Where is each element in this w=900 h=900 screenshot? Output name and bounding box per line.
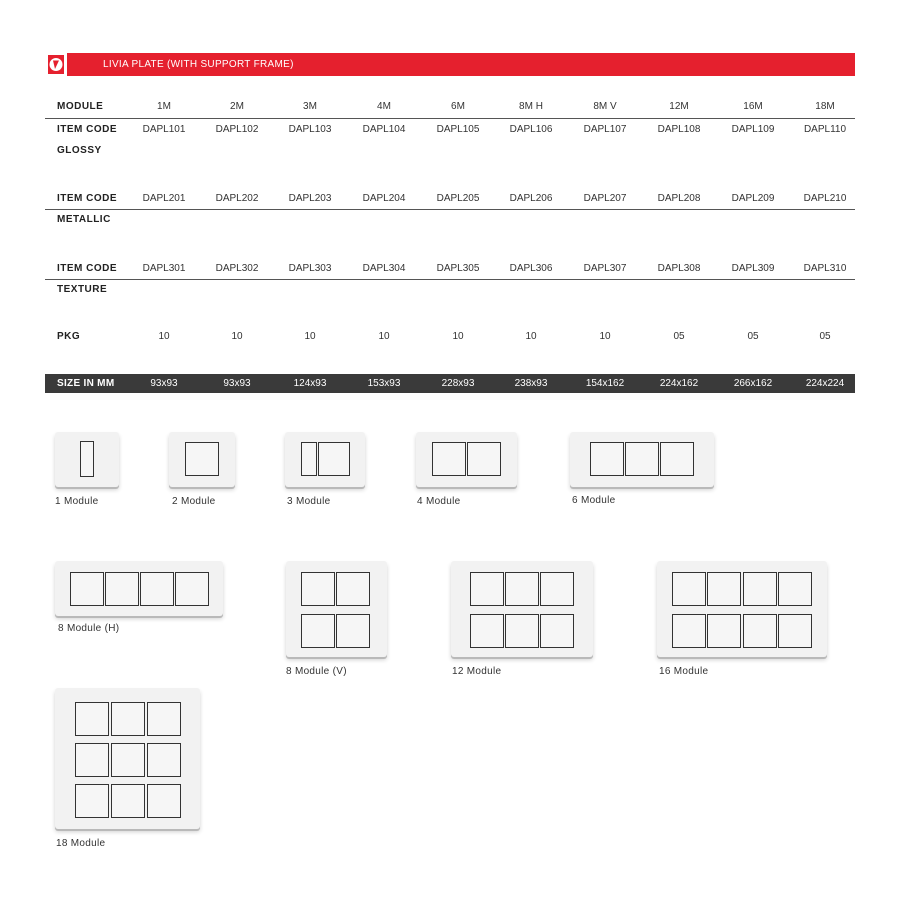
plate-label: 4 Module	[417, 496, 461, 507]
brand-logo-icon	[45, 53, 67, 76]
pkg-cell: 10	[231, 331, 243, 342]
switch-slot	[147, 784, 181, 818]
switch-slot	[105, 572, 139, 606]
module-label: MODULE	[57, 101, 104, 112]
switch-slot	[505, 614, 539, 648]
finish-row-texture	[45, 280, 855, 300]
item-code-cell: DAPL309	[731, 263, 775, 274]
switch-slot	[778, 614, 812, 648]
plate-3-module	[285, 432, 365, 487]
pkg-cell: 05	[747, 331, 759, 342]
switch-slot	[505, 572, 539, 606]
pkg-cell: 05	[673, 331, 685, 342]
switch-slot	[470, 572, 504, 606]
switch-slot	[707, 572, 741, 606]
finish-label: TEXTURE	[57, 284, 108, 295]
switch-slot	[432, 442, 466, 476]
item-code-row-glossy	[45, 120, 855, 140]
item-code-cell: DAPL103	[288, 124, 332, 135]
switch-slot	[147, 702, 181, 736]
switch-slot	[75, 743, 109, 777]
switch-slot	[111, 784, 145, 818]
spec-table	[45, 97, 855, 117]
size-cell: 238x93	[514, 378, 548, 389]
plate-label: 6 Module	[572, 495, 616, 506]
switch-slot	[301, 442, 317, 476]
switch-slot	[672, 572, 706, 606]
switch-slot	[301, 614, 335, 648]
plate-4-module	[416, 432, 517, 487]
switch-slot	[111, 743, 145, 777]
switch-slot	[111, 702, 145, 736]
module-cell: 4M	[377, 101, 391, 112]
switch-slot	[540, 572, 574, 606]
plate-16-module	[657, 561, 827, 657]
size-cell: 93x93	[150, 378, 178, 389]
switch-slot	[625, 442, 659, 476]
switch-slot	[467, 442, 501, 476]
item-code-cell: DAPL202	[215, 193, 259, 204]
switch-slot	[175, 572, 209, 606]
plate-8-module-v	[286, 561, 387, 657]
item-code-cell: DAPL203	[288, 193, 332, 204]
plate-label: 8 Module (H)	[58, 623, 120, 634]
size-cell: 93x93	[223, 378, 251, 389]
module-cell: 2M	[230, 101, 244, 112]
module-cell: 18M	[815, 101, 835, 112]
switch-slot	[743, 614, 777, 648]
item-code-cell: DAPL305	[436, 263, 480, 274]
pkg-row	[45, 327, 855, 347]
switch-slot	[707, 614, 741, 648]
size-cell: 266x162	[733, 378, 773, 389]
module-cell: 1M	[157, 101, 171, 112]
module-row	[45, 97, 855, 117]
item-code-label: ITEM CODE	[57, 124, 118, 135]
finish-label: METALLIC	[57, 214, 111, 225]
item-code-cell: DAPL207	[583, 193, 627, 204]
item-code-row-texture	[45, 259, 855, 279]
header-banner	[45, 53, 855, 76]
plate-1-module	[55, 432, 119, 487]
plate-label: 18 Module	[56, 838, 106, 849]
item-code-cell: DAPL304	[362, 263, 406, 274]
item-code-cell: DAPL104	[362, 124, 406, 135]
plate-6-module	[570, 432, 714, 487]
item-code-cell: DAPL204	[362, 193, 406, 204]
pkg-cell: 10	[378, 331, 390, 342]
item-code-cell: DAPL107	[583, 124, 627, 135]
switch-slot	[140, 572, 174, 606]
switch-slot	[743, 572, 777, 606]
plate-label: 12 Module	[452, 666, 502, 677]
pkg-cell: 05	[819, 331, 831, 342]
switch-slot	[80, 441, 94, 477]
item-code-cell: DAPL307	[583, 263, 627, 274]
size-cell: 224x162	[659, 378, 699, 389]
item-code-cell: DAPL105	[436, 124, 480, 135]
item-code-label: ITEM CODE	[57, 193, 118, 204]
pkg-cell: 10	[304, 331, 316, 342]
item-code-cell: DAPL302	[215, 263, 259, 274]
item-code-cell: DAPL303	[288, 263, 332, 274]
item-code-row-metallic	[45, 189, 855, 209]
switch-slot	[75, 784, 109, 818]
switch-slot	[185, 442, 219, 476]
size-cell: 153x93	[367, 378, 401, 389]
plate-label: 1 Module	[55, 496, 99, 507]
plate-label: 3 Module	[287, 496, 331, 507]
switch-slot	[672, 614, 706, 648]
module-cell: 6M	[451, 101, 465, 112]
item-code-cell: DAPL109	[731, 124, 775, 135]
item-code-cell: DAPL306	[509, 263, 553, 274]
plate-12-module	[451, 561, 593, 657]
module-cell: 3M	[303, 101, 317, 112]
item-code-cell: DAPL301	[142, 263, 186, 274]
switch-slot	[660, 442, 694, 476]
finish-row-metallic	[45, 210, 855, 230]
switch-slot	[301, 572, 335, 606]
pkg-label: PKG	[57, 331, 81, 342]
size-cell: 124x93	[293, 378, 327, 389]
page-title: LIVIA PLATE (WITH SUPPORT FRAME)	[103, 59, 294, 70]
size-cell: 228x93	[441, 378, 475, 389]
module-cell: 12M	[669, 101, 689, 112]
item-code-cell: DAPL201	[142, 193, 186, 204]
plate-2-module	[169, 432, 235, 487]
item-code-cell: DAPL106	[509, 124, 553, 135]
switch-slot	[75, 702, 109, 736]
plate-label: 8 Module (V)	[286, 666, 347, 677]
plate-label: 2 Module	[172, 496, 216, 507]
pkg-cell: 10	[158, 331, 170, 342]
plate-label: 16 Module	[659, 666, 709, 677]
plate-18-module	[55, 688, 200, 829]
divider	[45, 118, 855, 119]
size-cell: 224x224	[805, 378, 845, 389]
switch-slot	[336, 614, 370, 648]
plate-8-module-h	[55, 561, 223, 616]
item-code-cell: DAPL102	[215, 124, 259, 135]
item-code-cell: DAPL108	[657, 124, 701, 135]
finish-label: GLOSSY	[57, 145, 102, 156]
size-label: SIZE IN MM	[57, 378, 115, 389]
size-row	[45, 374, 855, 393]
item-code-cell: DAPL101	[142, 124, 186, 135]
item-code-cell: DAPL208	[657, 193, 701, 204]
switch-slot	[318, 442, 350, 476]
item-code-cell: DAPL308	[657, 263, 701, 274]
item-code-cell: DAPL110	[803, 124, 847, 135]
switch-slot	[540, 614, 574, 648]
pkg-cell: 10	[525, 331, 537, 342]
switch-slot	[470, 614, 504, 648]
finish-row-glossy	[45, 141, 855, 161]
pkg-cell: 10	[452, 331, 464, 342]
item-code-cell: DAPL205	[436, 193, 480, 204]
size-cell: 154x162	[585, 378, 625, 389]
item-code-cell: DAPL210	[803, 193, 847, 204]
switch-slot	[147, 743, 181, 777]
module-cell: 16M	[743, 101, 763, 112]
switch-slot	[590, 442, 624, 476]
switch-slot	[70, 572, 104, 606]
pkg-cell: 10	[599, 331, 611, 342]
module-cell: 8M V	[593, 101, 617, 112]
item-code-cell: DAPL206	[509, 193, 553, 204]
switch-slot	[336, 572, 370, 606]
item-code-label: ITEM CODE	[57, 263, 118, 274]
item-code-cell: DAPL310	[803, 263, 847, 274]
module-cell: 8M H	[519, 101, 543, 112]
switch-slot	[778, 572, 812, 606]
item-code-cell: DAPL209	[731, 193, 775, 204]
